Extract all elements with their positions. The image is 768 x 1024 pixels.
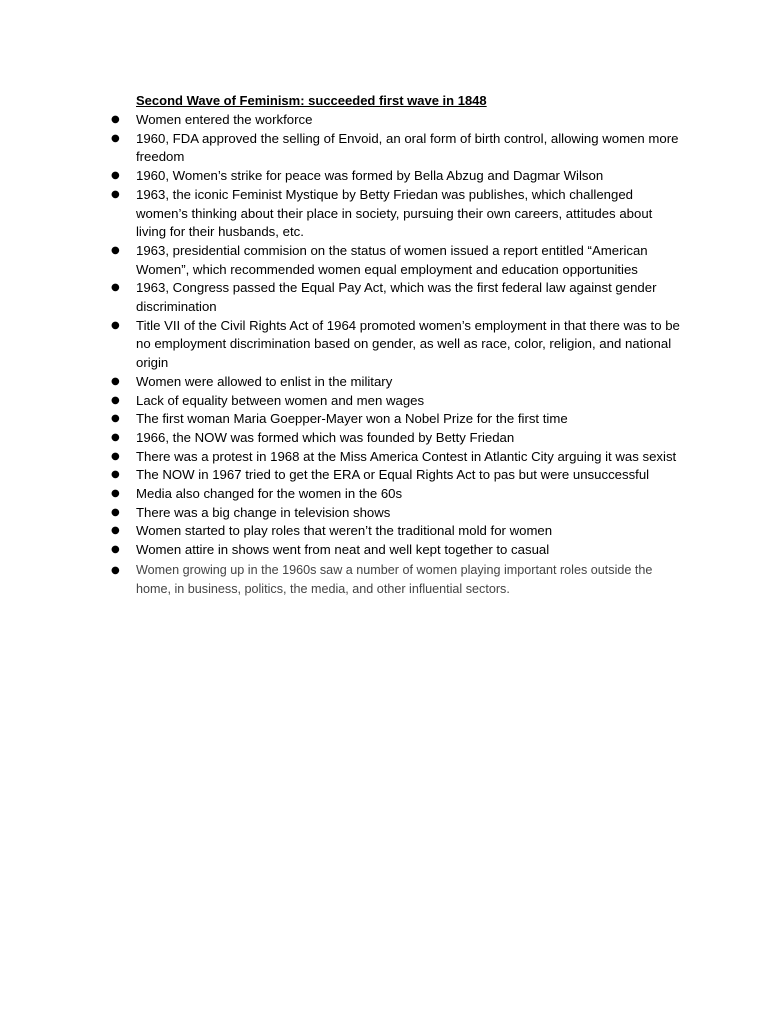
bullet-item <box>0 392 681 411</box>
bullet-dot-icon: ● <box>111 413 120 425</box>
bullet-dot-icon: ● <box>111 188 120 200</box>
bullet-text: 1960, FDA approved the selling of Envoid, an oral form of birth control, allowing women more freedom <box>136 130 679 165</box>
bullet-dot-icon: ● <box>111 431 120 443</box>
bullet-dot-icon: ● <box>111 114 120 125</box>
bullet-item <box>0 111 681 130</box>
bullet-item <box>0 504 681 523</box>
bullet-text: 1963, Congress passed the Equal Pay Act, which was the first federal law against gender discrimination <box>136 280 657 315</box>
bullet-dot-icon: ● <box>111 469 120 481</box>
document-heading: Second Wave of Feminism: succeeded first wave in 1848 <box>136 93 487 108</box>
bullet-text: Women entered the workforce <box>136 112 313 127</box>
bullet-dot-icon: ● <box>111 488 120 500</box>
bullet-dot-icon: ● <box>111 450 120 462</box>
bullet-text: 1963, presidential commision on the status of women issued a report entitled “American Women”, which recommended women equal employment and education opportunities <box>136 242 648 277</box>
bullet-text: Lack of equality between women and men wages <box>136 392 425 408</box>
bullet-dot-icon: ● <box>111 506 120 518</box>
bullet-item <box>0 410 681 429</box>
bullet-dot-icon: ● <box>111 244 120 256</box>
bullet-item <box>0 130 681 167</box>
bullet-list <box>0 111 768 600</box>
bullet-text: The first woman Maria Goepper-Mayer won a Nobel Prize for the first time <box>136 411 568 427</box>
bullet-item <box>0 485 681 504</box>
bullet-item <box>0 242 681 279</box>
bullet-dot-icon: ● <box>111 544 120 556</box>
bullet-text: There was a big change in television shows <box>136 504 391 520</box>
bullet-item <box>0 541 681 560</box>
bullet-text: Women started to play roles that weren’t the traditional mold for women <box>136 523 553 539</box>
bullet-dot-icon: ● <box>111 564 120 576</box>
bullet-dot-icon: ● <box>111 132 120 144</box>
bullet-text: The NOW in 1967 tried to get the ERA or Equal Rights Act to pas but were unsuccessful <box>136 467 650 483</box>
bullet-dot-icon: ● <box>111 394 120 406</box>
bullet-dot-icon: ● <box>111 319 120 331</box>
bullet-text: 1966, the NOW was formed which was founded by Betty Friedan <box>136 429 515 445</box>
bullet-dot-icon: ● <box>111 525 120 537</box>
bullet-item <box>0 448 681 467</box>
bullet-item <box>0 317 681 373</box>
bullet-item <box>0 186 681 242</box>
bullet-text: 1963, the iconic Feminist Mystique by Betty Friedan was publishes, which challenged women’s thinking about their place in society, pursuing their own careers, attitudes about living for their husbands, etc. <box>136 186 653 240</box>
bullet-text: There was a protest in 1968 at the Miss America Contest in Atlantic City arguing it was sexist <box>136 448 677 464</box>
bullet-item <box>0 373 681 392</box>
bullet-item <box>0 279 681 316</box>
bullet-text: Media also changed for the women in the 60s <box>136 486 403 502</box>
bullet-item <box>0 561 681 600</box>
bullet-dot-icon: ● <box>111 170 120 182</box>
bullet-item <box>0 522 681 541</box>
bullet-text: 1960, Women’s strike for peace was formed by Bella Abzug and Dagmar Wilson <box>136 168 604 184</box>
bullet-text: Women attire in shows went from neat and well kept together to casual <box>136 542 550 558</box>
bullet-dot-icon: ● <box>111 282 120 294</box>
bullet-text: Title VII of the Civil Rights Act of 1964 promoted women’s employment in that there was to be no employment discrimination based on gender, as well as race, color, religion, and national origin <box>136 317 680 371</box>
bullet-item <box>0 466 681 485</box>
bullet-text: Women growing up in the 1960s saw a number of women playing important roles outside the home, in business, politics, the media, and other influential sectors. <box>136 562 653 597</box>
bullet-item <box>0 167 681 186</box>
bullet-dot-icon: ● <box>111 375 120 387</box>
bullet-item <box>0 429 681 448</box>
bullet-text: Women were allowed to enlist in the military <box>136 373 393 389</box>
